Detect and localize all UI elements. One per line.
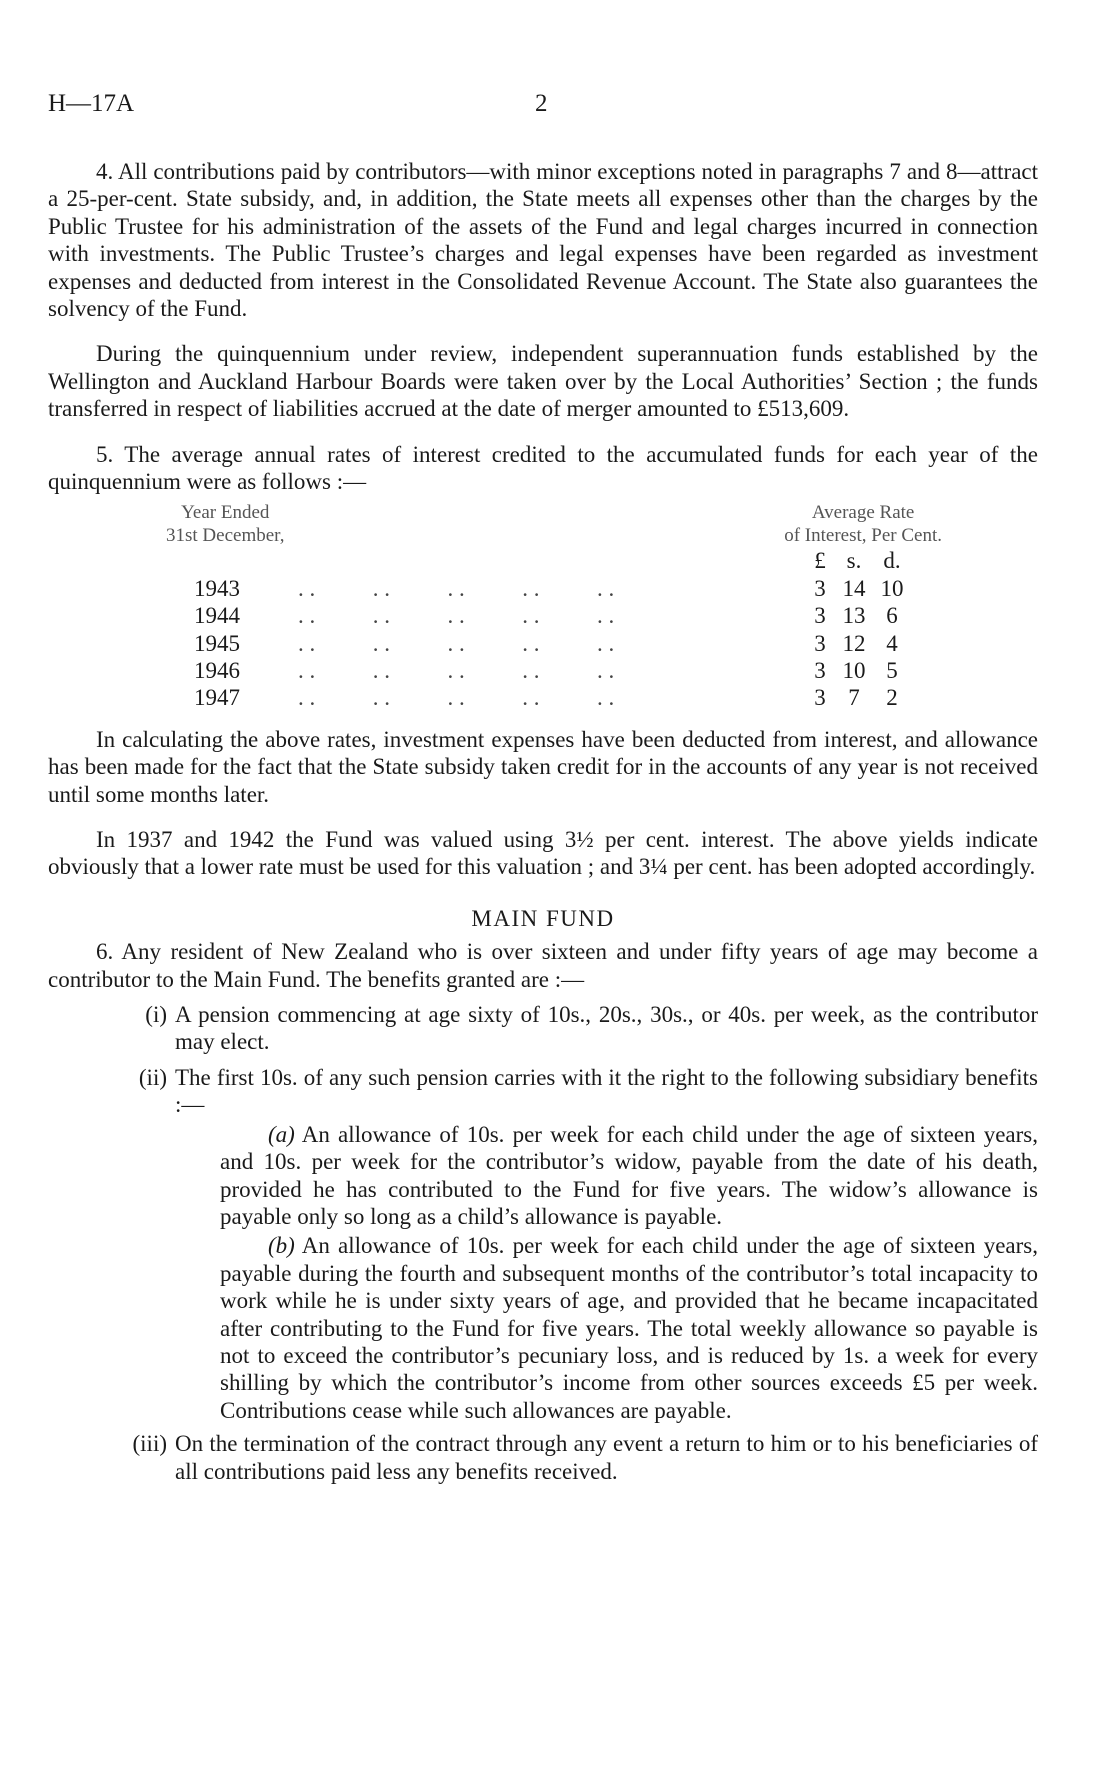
year-header-line-1: Year Ended	[181, 502, 270, 524]
page-header	[48, 90, 1114, 124]
row-pounds: 3	[814, 575, 826, 601]
row-pence: 10	[880, 575, 904, 601]
leader-dots: . . . . . . . . . .	[298, 658, 615, 684]
table-row	[48, 684, 1038, 711]
paragraph-5-valuation: In 1937 and 1942 the Fund was valued using 3½ per cent. interest. The above yields indicate obviously that a lower rate must be used for this valuation ; and 3¼ per cent. has been adopted accordingly.	[48, 827, 1038, 880]
list-item-number: (i)	[145, 1002, 167, 1028]
row-shillings: 14	[842, 575, 866, 601]
table-row	[48, 575, 1038, 602]
unit-shillings: s.	[846, 548, 862, 574]
sub-item-label: (a)	[268, 1121, 295, 1147]
row-year: 1947	[194, 685, 240, 711]
table-row	[48, 657, 1038, 684]
unit-pence: d.	[883, 548, 901, 574]
sub-item	[220, 1121, 1038, 1231]
rate-column-header	[784, 501, 942, 547]
sub-item-text: An allowance of 10s. per week for each child under the age of sixteen years, and 10s. per week for the contributor’s widow, payable from the date of his death, provided he has contributed to the Fund for five years. The widow’s allowance is payable only so long as a child’s allowance is payable.	[220, 1121, 1038, 1229]
sub-item	[220, 1232, 1038, 1424]
list-item-text: The first 10s. of any such pension carries with it the right to the following subsidiary benefits :—	[175, 1064, 1038, 1118]
list-item-number: (iii)	[132, 1431, 167, 1457]
unit-pound: £	[814, 548, 826, 574]
list-item	[48, 1001, 1038, 1056]
row-shillings: 13	[842, 603, 866, 629]
table-row	[48, 630, 1038, 657]
row-year: 1945	[194, 630, 240, 656]
list-item	[48, 1430, 1038, 1485]
list-item-text: On the termination of the contract through any event a return to him or to his beneficiaries of all contributions paid less any benefits received.	[175, 1431, 1038, 1484]
row-pence: 4	[886, 630, 898, 656]
currency-units-row	[48, 547, 1038, 574]
row-year: 1944	[194, 603, 240, 629]
leader-dots: . . . . . . . . . .	[298, 630, 615, 656]
paragraph-5-calculation: In calculating the above rates, investment expenses have been deducted from interest, and allowance has been made for the fact that the State subsidy taken credit for in the accounts of any year is not received until some months later.	[48, 726, 1038, 807]
row-shillings: 10	[842, 658, 866, 684]
leader-dots: . . . . . . . . . .	[298, 603, 615, 629]
interest-rate-table	[48, 501, 1038, 711]
row-pounds: 3	[814, 630, 826, 656]
row-year: 1943	[194, 575, 240, 601]
paragraph-5: 5. The average annual rates of interest credited to the accumulated funds for each year of the quinquennium were as follows :—	[48, 441, 1038, 495]
row-pence: 5	[886, 658, 898, 684]
leader-dots: . . . . . . . . . .	[298, 575, 615, 601]
table-row	[48, 602, 1038, 629]
leader-dots: . . . . . . . . . .	[298, 685, 615, 711]
page-number: 2	[535, 90, 548, 117]
paragraph-6: 6. Any resident of New Zealand who is over sixteen and under fifty years of age may become a contributor to the Main Fund. The benefits granted are :—	[48, 939, 1038, 992]
row-shillings: 12	[842, 630, 866, 656]
section-heading-main-fund: MAIN FUND	[471, 905, 615, 931]
paragraph-4-merger: During the quinquennium under review, independent superannuation funds established by the Wellington and Auckland Harbour Boards were taken over by the Local Authorities’ Section ; the funds transferred in respect of liabilities accrued at the date of merger amounted to £513,609.	[48, 341, 1038, 422]
document-body	[48, 158, 1038, 1493]
row-shillings: 7	[848, 685, 860, 711]
list-item-number: (ii)	[138, 1064, 167, 1090]
row-pence: 2	[886, 685, 898, 711]
row-pounds: 3	[814, 603, 826, 629]
list-item	[48, 1064, 1038, 1119]
row-pounds: 3	[814, 685, 826, 711]
report-code: H—17A	[48, 90, 135, 117]
list-item-text: A pension commencing at age sixty of 10s., 20s., 30s., or 40s. per week, as the contributor may elect.	[175, 1002, 1038, 1055]
table-header	[166, 501, 942, 547]
rate-header-line-2: of Interest, Per Cent.	[784, 525, 942, 547]
row-pounds: 3	[814, 658, 826, 684]
rate-header-line-1: Average Rate	[811, 502, 915, 524]
row-year: 1946	[194, 658, 240, 684]
year-header-line-2: 31st December,	[166, 525, 285, 547]
sub-item-text: An allowance of 10s. per week for each child under the age of sixteen years, payable during the fourth and subsequent months of the contributor’s total incapacity to work while he is under sixty years of age, and provided that he became incapacitated after contributing to the Fund for five years. The total weekly allowance so payable is not to exceed the contributor’s pecuniary loss, and is reduced by 1s. a week for every shilling by which the contributor’s income from other sources exceeds £5 per week. Contributions cease while such allowances are payable.	[220, 1233, 1038, 1423]
row-pence: 6	[886, 603, 898, 629]
sub-item-label: (b)	[268, 1233, 295, 1259]
year-column-header	[166, 501, 284, 547]
paragraph-4: 4. All contributions paid by contributors—with minor exceptions noted in paragraphs 7 and 8—attract a 25-per-cent. State subsidy, and, in addition, the State meets all expenses other than the charges by the Public Trustee for his administration of the assets of the Fund and legal charges incurred in connection with investments. The Public Trustee’s charges and legal expenses have been regarded as investment expenses and deducted from interest in the Consolidated Revenue Account. The State also guarantees the solvency of the Fund.	[48, 159, 1038, 322]
